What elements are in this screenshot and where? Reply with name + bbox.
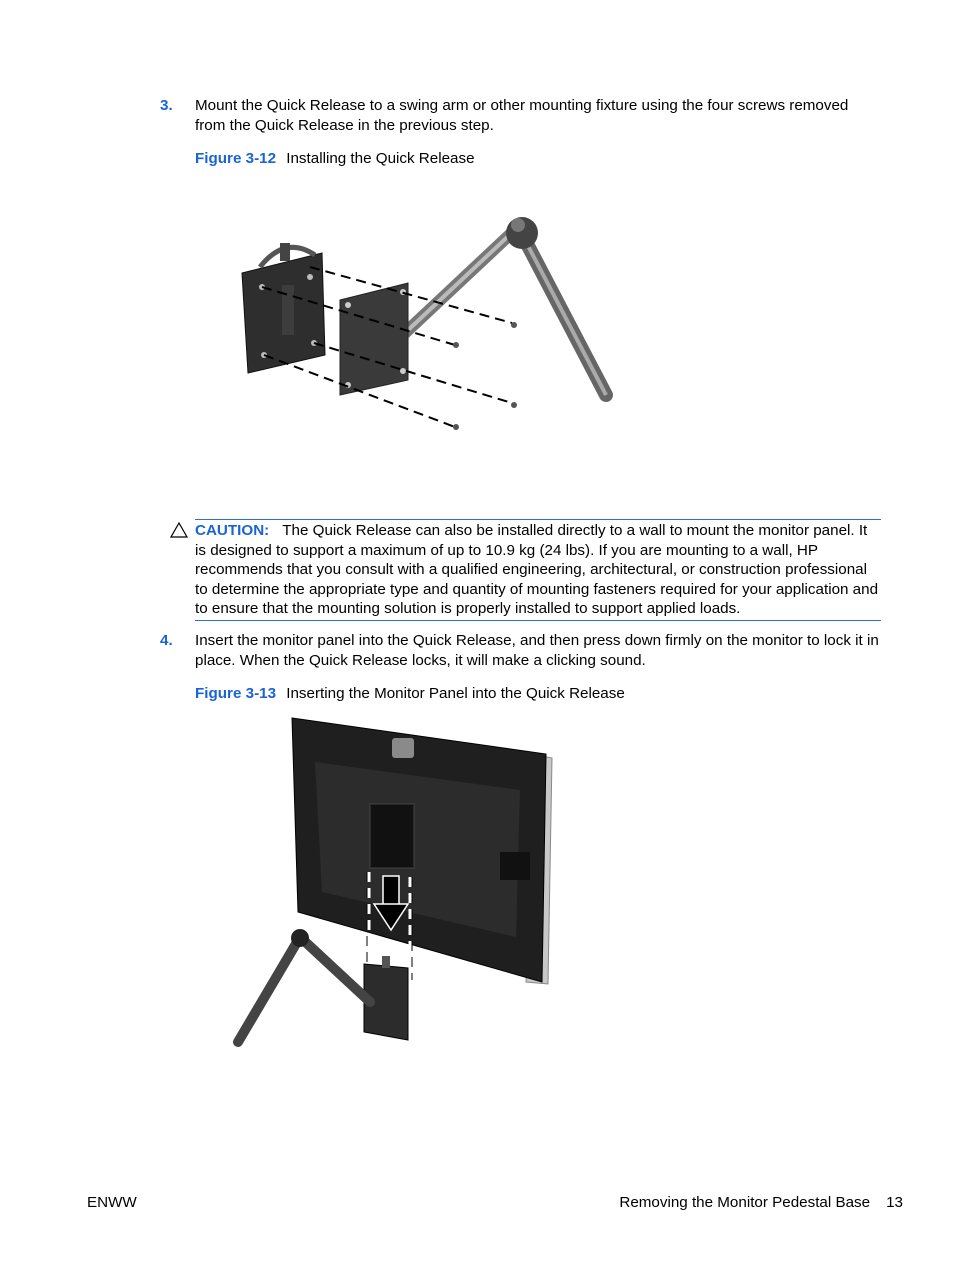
- figure-title: Installing the Quick Release: [286, 150, 475, 167]
- page-number: 13: [886, 1194, 903, 1211]
- monitor-back: [292, 718, 546, 982]
- footer-section: [619, 1193, 903, 1213]
- step-text: Mount the Quick Release to a swing arm or other mounting fixture using the four screws removed from the Quick Release in the previous step.: [195, 97, 849, 134]
- figure-caption: [195, 684, 625, 704]
- hp-logo-icon: [392, 738, 414, 758]
- quick-release-plate: [242, 243, 325, 373]
- caution-notice: [195, 519, 881, 621]
- step-number: 3.: [160, 97, 173, 114]
- mounting-plate: [340, 283, 408, 395]
- step-number: 4.: [160, 632, 173, 649]
- figure-title: Inserting the Monitor Panel into the Quick Release: [286, 685, 625, 702]
- caution-triangle-icon: [170, 522, 188, 538]
- figure-label[interactable]: Figure 3-13: [195, 685, 277, 702]
- step-3: [160, 96, 882, 135]
- swing-arm: [377, 217, 606, 395]
- figure-caption: [195, 149, 475, 169]
- caution-text: The Quick Release can also be installed directly to a wall to mount the monitor panel. It is designed to support a maximum of up to 10.9 kg (24 lbs). If you are mounting to a wall, HP recommends that you consult with a qualified engineering, architectural, or construction professional to determine the appropriate type and quantity of mounting fasteners required for your application and to ensure that the mounting solution is properly installed to support applied loads.: [195, 522, 879, 617]
- quick-release-installation-illustration: [230, 205, 630, 445]
- footer-doc-code: ENWW: [87, 1194, 137, 1211]
- step-4: [160, 631, 882, 670]
- screws: [453, 322, 517, 430]
- step-text: Insert the monitor panel into the Quick Release, and then press down firmly on the monitor to lock it in place. When the Quick Release locks, it will make a clicking sound.: [195, 632, 879, 669]
- footer-section-title: Removing the Monitor Pedestal Base: [619, 1194, 871, 1211]
- figure-label[interactable]: Figure 3-12: [195, 150, 277, 167]
- monitor-insertion-illustration: [230, 712, 560, 1052]
- caution-label: CAUTION:: [195, 522, 270, 539]
- swing-arm: [238, 929, 370, 1042]
